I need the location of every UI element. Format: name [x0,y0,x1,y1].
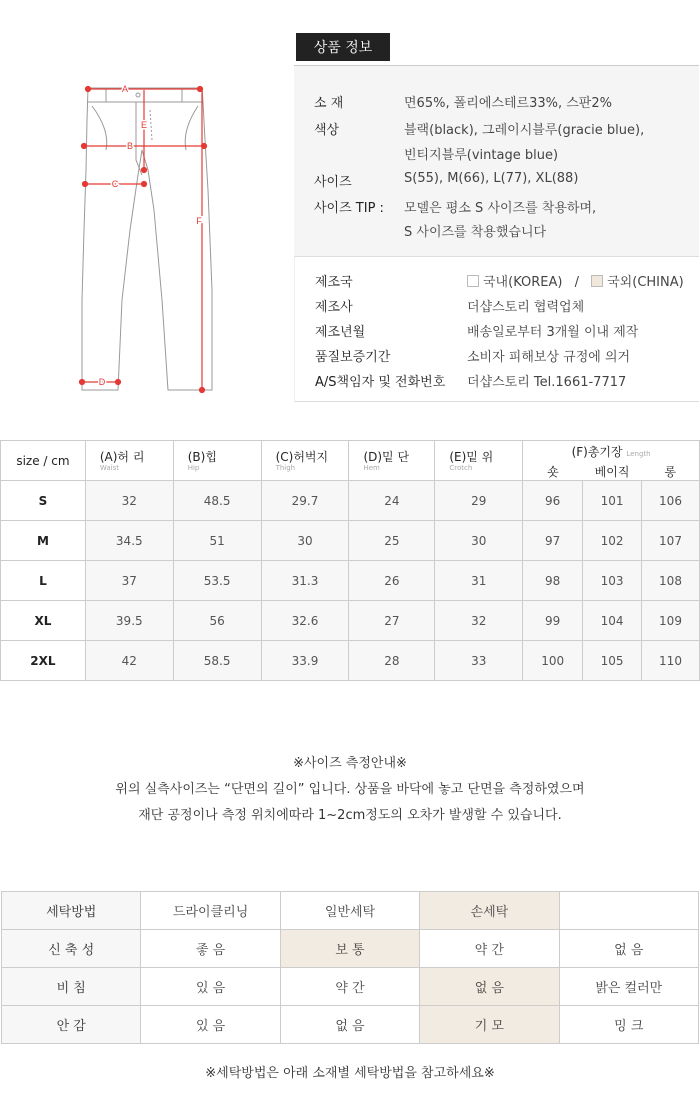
size-row-label: 2XL [1,641,86,681]
size-cell: 58.5 [173,641,261,681]
size-row-label: XL [1,601,86,641]
label-b: B [126,141,134,151]
size-cell: 29 [435,481,523,521]
size-cell: 42 [85,641,173,681]
care-option: 약 간 [420,930,559,968]
size-cell: 24 [349,481,435,521]
size-cell: 109 [642,601,700,641]
header-length: (F)총기장 Length [523,441,700,463]
size-cell: 29.7 [261,481,349,521]
size-cell: 51 [173,521,261,561]
material-value: 면65%, 폴리에스테르33%, 스판2% [404,96,612,111]
size-value: S(55), M(66), L(77), XL(88) [404,171,579,186]
product-info-title: 상품 정보 [296,33,390,61]
care-option: 없 음 [559,930,698,968]
size-cell: 37 [85,561,173,601]
care-row [2,930,699,968]
size-row [1,481,700,521]
size-row-label: L [1,561,86,601]
size-cell: 30 [435,521,523,561]
size-cell: 30 [261,521,349,561]
care-row-label: 세탁방법 [2,892,141,930]
color-label: 색상 [314,123,340,138]
warranty-value: 소비자 피해보상 규정에 의거 [467,350,631,365]
care-option: 밝은 컬러만 [559,968,698,1006]
care-option: 있 음 [141,968,280,1006]
size-cell: 48.5 [173,481,261,521]
manufacture-date-value: 배송일로부터 3개월 이내 제작 [467,325,639,340]
care-option-selected: 손세탁 [420,892,559,930]
care-option-selected: 보 통 [280,930,419,968]
size-cell: 31 [435,561,523,601]
size-cell: 96 [523,481,583,521]
size-cell: 32 [85,481,173,521]
pants-measurement-diagram [70,80,220,395]
size-cell: 33 [435,641,523,681]
size-cell: 32.6 [261,601,349,641]
manufacture-info-panel [294,257,699,402]
size-guide-line2: 재단 공정이나 측정 위치에따라 1~2cm정도의 오차가 발생할 수 있습니다. [138,808,562,823]
size-cell: 27 [349,601,435,641]
maker-label: 제조사 [315,300,353,315]
care-option: 드라이클리닝 [141,892,280,930]
warranty-label: 품질보증기간 [315,350,391,365]
size-cell: 25 [349,521,435,561]
care-option: 좋 음 [141,930,280,968]
header-thigh: (C)허벅지 Thigh [261,441,349,481]
size-cell: 34.5 [85,521,173,561]
size-row-label: S [1,481,86,521]
header-hip: (B)힙 Hip [173,441,261,481]
country-korea: 국내(KOREA) [483,275,563,290]
size-cell: 53.5 [173,561,261,601]
care-option: 있 음 [141,1006,280,1044]
size-cell: 108 [642,561,700,601]
size-cell: 26 [349,561,435,601]
size-tip-line1: 모델은 평소 S 사이즈를 착용하며, [404,201,597,216]
care-row [2,892,699,930]
product-spec-panel [294,65,699,257]
label-e: E [140,120,148,130]
care-table [1,891,699,1044]
care-option: 없 음 [280,1006,419,1044]
care-footer-note: ※세탁방법은 아래 소재별 세탁방법을 참고하세요※ [205,1066,495,1081]
size-row [1,601,700,641]
size-row-label: M [1,521,86,561]
size-cell: 103 [583,561,642,601]
size-cell: 110 [642,641,700,681]
header-waist: (A)허 리 Waist [85,441,173,481]
material-label: 소 재 [314,96,344,111]
size-tip-label: 사이즈 TIP : [314,201,384,216]
size-row [1,521,700,561]
care-option: 밍 크 [559,1006,698,1044]
header-length-short: 숏 [523,463,583,481]
care-row-label: 신 축 성 [2,930,141,968]
size-table-header [1,441,700,463]
care-option: 일반세탁 [280,892,419,930]
size-table-body [1,481,700,681]
care-row [2,1006,699,1044]
maker-value: 더샵스토리 협력업체 [467,300,585,315]
size-corner-header: size / cm [1,441,86,481]
manufacture-date-label: 제조년월 [315,325,366,340]
size-cell: 102 [583,521,642,561]
as-contact-value: 더샵스토리 Tel.1661-7717 [467,375,627,390]
size-label: 사이즈 [314,175,352,190]
country-label: 제조국 [315,275,353,290]
size-guide-title: ※사이즈 측정안내※ [293,756,407,771]
header-length-basic: 베이직 [583,463,642,481]
size-cell: 31.3 [261,561,349,601]
care-option: 약 간 [280,968,419,1006]
care-row-label: 비 침 [2,968,141,1006]
care-option [559,892,698,930]
size-tip-line2: S 사이즈를 착용했습니다 [404,225,547,240]
size-cell: 56 [173,601,261,641]
size-cell: 101 [583,481,642,521]
size-cell: 104 [583,601,642,641]
china-checkbox [591,275,603,287]
color-value-line1: 블랙(black), 그레이시블루(gracie blue), [404,123,645,138]
size-row [1,641,700,681]
care-row [2,968,699,1006]
label-a: A [121,84,129,94]
country-china: 국외(CHINA) [607,275,684,290]
country-options [467,271,684,290]
size-cell: 106 [642,481,700,521]
korea-checkbox [467,275,479,287]
header-length-long: 롱 [642,463,700,481]
size-cell: 107 [642,521,700,561]
size-cell: 28 [349,641,435,681]
header-hem: (D)밑 단 Hem [349,441,435,481]
country-separator: / [574,275,579,290]
label-d: D [98,377,106,387]
header-crotch: (E)밑 위 Crotch [435,441,523,481]
size-guide-line1: 위의 실측사이즈는 “단면의 길이” 입니다. 상품을 바닥에 놓고 단면을 측정하였으며 [115,782,585,797]
label-c: C [111,179,119,189]
size-cell: 100 [523,641,583,681]
size-cell: 99 [523,601,583,641]
size-cell: 98 [523,561,583,601]
care-option-selected: 없 음 [420,968,559,1006]
label-f: F [196,216,202,226]
size-cell: 97 [523,521,583,561]
as-contact-label: A/S책임자 및 전화번호 [315,375,446,390]
size-cell: 39.5 [85,601,173,641]
care-row-label: 안 감 [2,1006,141,1044]
size-cell: 105 [583,641,642,681]
color-value-line2: 빈티지블루(vintage blue) [404,148,559,163]
size-table [0,440,700,681]
size-cell: 33.9 [261,641,349,681]
size-row [1,561,700,601]
size-cell: 32 [435,601,523,641]
care-option-selected: 기 모 [420,1006,559,1044]
